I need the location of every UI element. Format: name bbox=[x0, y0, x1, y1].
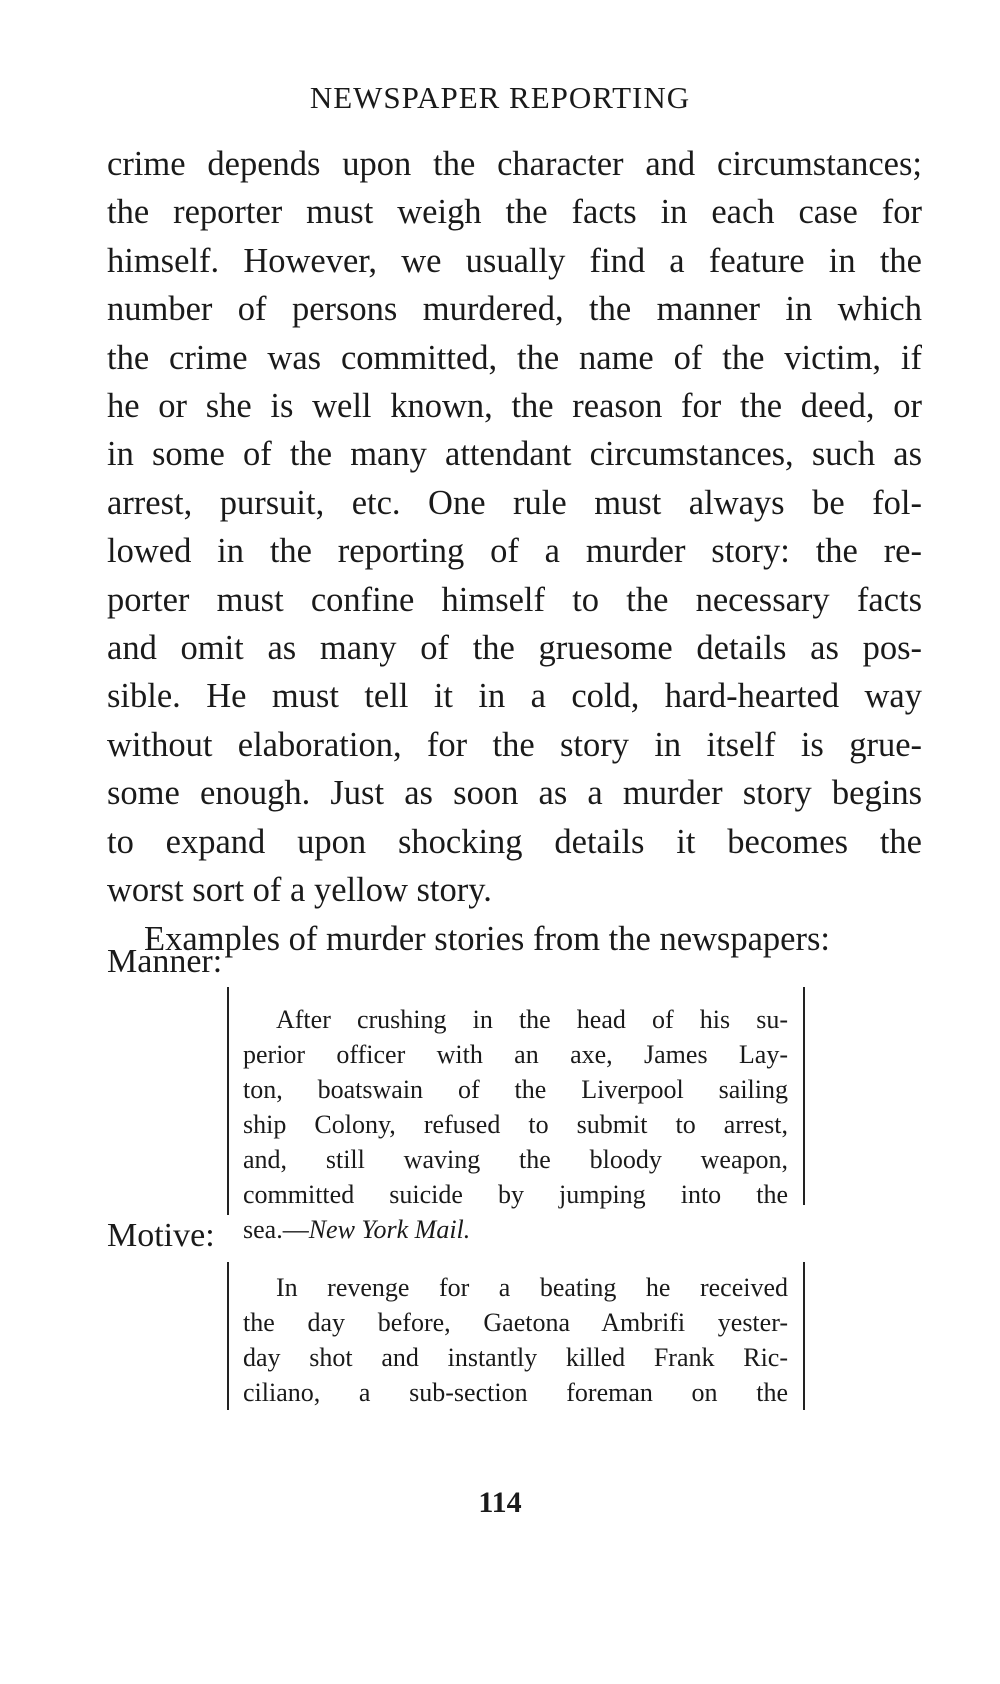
text-line: the crime was committed, the name of the victim, if bbox=[107, 338, 922, 377]
quote-line: perior officer with an axe, James Lay- bbox=[243, 1040, 788, 1069]
text-line: he or she is well known, the reason for the deed, or bbox=[107, 387, 922, 426]
text-line: some enough. Just as soon as a murder story begins bbox=[107, 774, 922, 813]
quote-line: ton, boatswain of the Liverpool sailing bbox=[243, 1075, 788, 1104]
page-number: 114 bbox=[478, 1486, 522, 1519]
running-head: NEWSPAPER REPORTING bbox=[309, 80, 691, 115]
newspaper-source: New York Mail. bbox=[308, 1215, 471, 1244]
text-line: the reporter must weigh the facts in each case for bbox=[107, 193, 922, 232]
text-line: and omit as many of the gruesome details as pos- bbox=[107, 629, 922, 668]
text-line: arrest, pursuit, etc. One rule must always be fol- bbox=[107, 483, 922, 522]
manner-quote bbox=[243, 1002, 788, 1247]
quote-left-rule bbox=[227, 1262, 229, 1410]
manner-label: Manner: bbox=[107, 943, 223, 980]
quote-line: After crushing in the head of his su- bbox=[276, 1005, 788, 1034]
quote-left-rule bbox=[227, 987, 229, 1215]
quote-line: and, still waving the bloody weapon, bbox=[243, 1145, 788, 1174]
examples-intro: Examples of murder stories from the newspapers: bbox=[144, 919, 830, 958]
text-line: to expand upon shocking details it becomes the bbox=[107, 822, 922, 861]
quote-line: ciliano, a sub-section foreman on the bbox=[243, 1378, 788, 1407]
text-line: porter must confine himself to the necessary facts bbox=[107, 580, 922, 619]
quote-line: ship Colony, refused to submit to arrest, bbox=[243, 1110, 788, 1139]
quote-line-text: sea.— bbox=[243, 1215, 309, 1244]
motive-quote bbox=[243, 1270, 788, 1410]
quote-right-rule bbox=[803, 987, 805, 1205]
text-line: worst sort of a yellow story. bbox=[107, 871, 492, 910]
text-line: himself. However, we usually find a feature in the bbox=[107, 241, 922, 280]
text-line: number of persons murdered, the manner in which bbox=[107, 290, 922, 329]
quote-right-rule bbox=[803, 1262, 805, 1410]
quote-line: the day before, Gaetona Ambrifi yester- bbox=[243, 1308, 788, 1337]
quote-line: day shot and instantly killed Frank Ric- bbox=[243, 1343, 788, 1372]
text-line: without elaboration, for the story in itself is grue- bbox=[107, 725, 922, 764]
quote-last-line bbox=[243, 1212, 788, 1247]
body-paragraph bbox=[107, 140, 922, 963]
text-line: lowed in the reporting of a murder story: the re- bbox=[107, 532, 922, 571]
quote-line: In revenge for a beating he received bbox=[276, 1273, 788, 1302]
quote-line: committed suicide by jumping into the bbox=[243, 1180, 788, 1209]
motive-label: Motive: bbox=[107, 1217, 215, 1254]
text-line: in some of the many attendant circumstances, such as bbox=[107, 435, 922, 474]
text-line: sible. He must tell it in a cold, hard-hearted way bbox=[107, 677, 922, 716]
text-line: crime depends upon the character and circumstances; bbox=[107, 145, 922, 183]
